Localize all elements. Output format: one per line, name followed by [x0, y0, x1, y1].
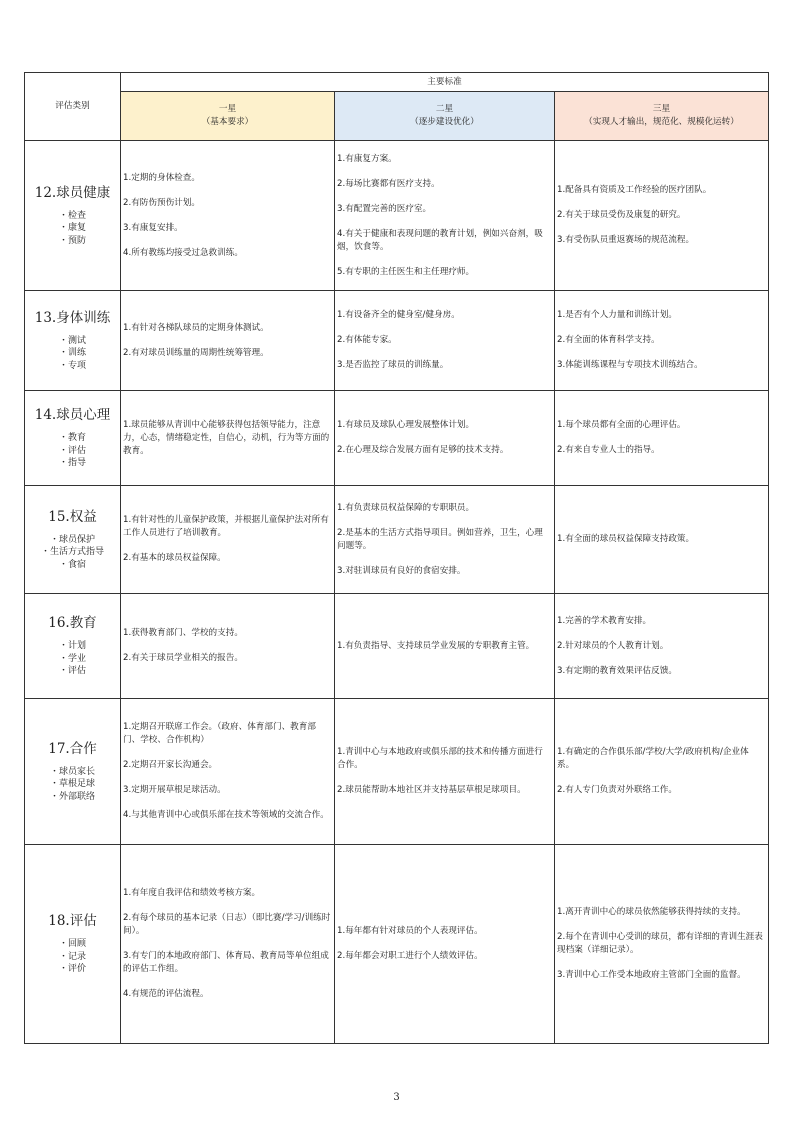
header-row-main — [25, 73, 769, 92]
category-title: 13.身体训练 — [34, 309, 111, 326]
star-3-criteria-cell — [555, 291, 769, 391]
criteria-item: 1.完善的学术教育安排。 — [557, 615, 652, 626]
star-2-criteria-cell — [335, 594, 555, 699]
criteria-item: 2.有人专门负责对外联络工作。 — [557, 785, 677, 795]
star-1-criteria-cell — [121, 845, 335, 1044]
criteria-item: 2.每场比赛都有医疗支持。 — [337, 178, 440, 189]
category-subitem: ・专项 — [58, 360, 86, 371]
star-3-criteria-cell — [555, 845, 769, 1044]
category-subitem: ・回顾 — [58, 939, 86, 950]
criteria-item: 1.定期召开联席工作会。（政府、体育部门、教育部门、学校、合作机构） — [123, 722, 316, 745]
category-subitem: ・评估 — [58, 666, 86, 677]
category-cell — [25, 845, 121, 1044]
table-row — [25, 291, 769, 391]
criteria-item: 1.有设备齐全的健身室/健身房。 — [337, 310, 460, 320]
criteria-item: 2.有每个球员的基本记录（日志）（即比赛/学习/训练时间）。 — [123, 913, 331, 936]
standards-table — [24, 72, 769, 1044]
criteria-item: 1.是否有个人力量和训练计划。 — [557, 310, 677, 320]
table-row — [25, 699, 769, 845]
star-2-name: 二星 — [435, 104, 454, 114]
category-title: 18.评估 — [48, 913, 97, 930]
star-1-name: 一星 — [218, 104, 237, 114]
criteria-item: 1.有负责指导、支持球员学业发展的专职教育主管。 — [337, 640, 535, 651]
category-subitem: ・训练 — [58, 348, 86, 359]
category-title: 17.合作 — [48, 740, 97, 757]
criteria-item: 2.球员能帮助本地社区并支持基层草根足球项目。 — [337, 785, 526, 795]
header-main-standard: 主要标准 — [121, 73, 769, 92]
category-subitem: ・生活方式指导 — [40, 547, 104, 558]
category-subitem: ・计划 — [58, 641, 86, 652]
star-1-criteria-cell — [121, 291, 335, 391]
category-cell — [25, 594, 121, 699]
criteria-item: 2.是基本的生活方式指导项目。例如营养，卫生，心理问题等。 — [337, 527, 543, 551]
table-row — [25, 141, 769, 291]
star-1-criteria-cell — [121, 391, 335, 486]
criteria-item: 1.有康复方案。 — [337, 153, 397, 164]
category-subitem: ・球员保护 — [49, 534, 95, 545]
category-subitem: ・草根足球 — [49, 779, 95, 790]
criteria-item: 1.离开青训中心的球员依然能够获得持续的支持。 — [557, 907, 746, 917]
star-2-criteria-cell — [335, 391, 555, 486]
criteria-item: 1.每个球员都有全面的心理评估。 — [557, 420, 686, 430]
criteria-item: 1.配备具有资质及工作经验的医疗团队。 — [557, 185, 712, 195]
criteria-item: 2.有防伤预伤计划。 — [123, 197, 200, 208]
criteria-item: 3.青训中心工作受本地政府主管部门全面的监督。 — [557, 970, 746, 980]
category-subitem: ・外部联络 — [49, 791, 95, 802]
star-3-criteria-cell — [555, 391, 769, 486]
criteria-item: 2.有关于球员学业相关的报告。 — [123, 653, 243, 663]
category-subitem: ・球员家长 — [49, 766, 95, 777]
star-3-criteria-cell — [555, 699, 769, 845]
criteria-item: 1.每年都有针对球员的个人表现评估。 — [337, 926, 483, 936]
criteria-item: 2.定期召开家长沟通会。 — [123, 760, 218, 770]
criteria-item: 1.青训中心与本地政府或俱乐部的技术和传播方面进行合作。 — [337, 747, 543, 770]
category-title: 14.球员心理 — [34, 407, 111, 424]
criteria-item: 4.有规范的评估流程。 — [123, 989, 209, 999]
criteria-item: 3.是否监控了球员的训练量。 — [337, 360, 449, 370]
table-row — [25, 391, 769, 486]
criteria-item: 1.有全面的球员权益保障支持政策。 — [557, 534, 695, 544]
category-cell — [25, 699, 121, 845]
header-row-stars — [25, 92, 769, 141]
category-cell — [25, 391, 121, 486]
star-1-desc: （基本要求） — [201, 117, 254, 127]
criteria-item: 1.获得教育部门、学校的支持。 — [123, 628, 243, 638]
star-3-desc: （实现人才输出，规范化、规模化运转） — [584, 117, 739, 127]
category-title: 16.教育 — [48, 615, 97, 632]
criteria-item: 5.有专职的主任医生和主任理疗师。 — [337, 266, 475, 277]
category-cell — [25, 291, 121, 391]
category-subitem: ・教育 — [58, 433, 86, 444]
header-star-1 — [121, 92, 335, 141]
category-subitem: ・记录 — [58, 951, 86, 962]
star-2-criteria-cell — [335, 291, 555, 391]
criteria-item: 2.有来自专业人士的指导。 — [557, 445, 660, 455]
criteria-item: 2.针对球员的个人教育计划。 — [557, 640, 669, 651]
criteria-item: 1.有针对各梯队球员的定期身体测试。 — [123, 322, 269, 333]
criteria-item: 2.有基本的球员权益保障。 — [123, 553, 226, 563]
criteria-item: 1.有针对性的儿童保护政策，并根据儿童保护法对所有工作人员进行了培训教育。 — [123, 515, 329, 538]
category-title: 15.权益 — [48, 508, 97, 525]
criteria-item: 2.每个在青训中心受训的球员，都有详细的青训生涯表现档案（详细记录）。 — [557, 932, 763, 955]
criteria-item: 1.有负责球员权益保障的专职职员。 — [337, 502, 475, 513]
star-3-criteria-cell — [555, 486, 769, 594]
table-row — [25, 594, 769, 699]
star-2-criteria-cell — [335, 486, 555, 594]
category-subitem: ・评估 — [58, 445, 86, 456]
criteria-item: 1.球员能够从青训中心能够获得包括领导能力，注意力，心态，情绪稳定性，自信心，动机，行为等方面的教育。 — [123, 419, 330, 456]
table-row — [25, 845, 769, 1044]
criteria-item: 4.所有教练均接受过急救训练。 — [123, 247, 243, 258]
criteria-item: 3.有定期的教育效果评估反馈。 — [557, 665, 677, 676]
star-1-criteria-cell — [121, 594, 335, 699]
category-cell — [25, 141, 121, 291]
category-subitem: ・评价 — [58, 964, 86, 975]
category-subitem: ・测试 — [58, 335, 86, 346]
star-1-criteria-cell — [121, 486, 335, 594]
criteria-item: 3.定期开展草根足球活动。 — [123, 785, 226, 795]
criteria-item: 3.有配置完善的医疗室。 — [337, 203, 432, 214]
star-3-criteria-cell — [555, 141, 769, 291]
criteria-item: 3.有受伤队员重返赛场的规范流程。 — [557, 235, 695, 245]
star-1-criteria-cell — [121, 141, 335, 291]
criteria-item: 3.有康复安排。 — [123, 222, 183, 233]
header-star-3 — [555, 92, 769, 141]
header-category: 评估类别 — [25, 73, 121, 141]
category-title: 12.球员健康 — [34, 184, 111, 201]
category-subitem: ・学业 — [58, 653, 86, 664]
category-subitem: ・预防 — [58, 235, 86, 246]
criteria-item: 2.每年都会对职工进行个人绩效评估。 — [337, 951, 483, 961]
page-number: 3 — [393, 1092, 400, 1103]
criteria-item: 4.有关于健康和表现问题的教育计划，例如兴奋剂，吸烟，饮食等。 — [337, 228, 543, 252]
criteria-item: 4.与其他青训中心或俱乐部在技术等领域的交流合作。 — [123, 810, 329, 820]
star-2-desc: （逐步建设优化） — [410, 117, 479, 127]
criteria-item: 3.对驻训球员有良好的食宿安排。 — [337, 565, 466, 576]
star-1-criteria-cell — [121, 699, 335, 845]
star-3-criteria-cell — [555, 594, 769, 699]
category-subitem: ・康复 — [58, 223, 86, 234]
criteria-item: 3.有专门的本地政府部门、体育局、教育局等单位组成的评估工作组。 — [123, 951, 329, 974]
header-star-2 — [335, 92, 555, 141]
star-2-criteria-cell — [335, 141, 555, 291]
criteria-item: 2.有体能专家。 — [337, 335, 397, 345]
criteria-item: 2.在心理及综合发展方面有足够的技术支持。 — [337, 445, 509, 455]
criteria-item: 3.体能训练课程与专项技术训练结合。 — [557, 360, 703, 370]
category-subitem: ・检查 — [58, 210, 86, 221]
star-2-criteria-cell — [335, 845, 555, 1044]
criteria-item: 1.有确定的合作俱乐部/学校/大学/政府机构/企业体系。 — [557, 747, 749, 770]
criteria-item: 1.定期的身体检查。 — [123, 172, 200, 183]
criteria-item: 2.有关于球员受伤及康复的研究。 — [557, 210, 686, 220]
category-subitem: ・食宿 — [58, 559, 86, 570]
star-3-name: 三星 — [652, 104, 671, 114]
category-cell — [25, 486, 121, 594]
criteria-item: 2.有对球员训练量的周期性统筹管理。 — [123, 347, 269, 358]
criteria-item: 1.有球员及球队心理发展整体计划。 — [337, 420, 475, 430]
star-2-criteria-cell — [335, 699, 555, 845]
category-subitem: ・指导 — [58, 458, 86, 469]
criteria-item: 1.有年度自我评估和绩效考核方案。 — [123, 888, 261, 898]
criteria-item: 2.有全面的体育科学支持。 — [557, 335, 660, 345]
table-row — [25, 486, 769, 594]
